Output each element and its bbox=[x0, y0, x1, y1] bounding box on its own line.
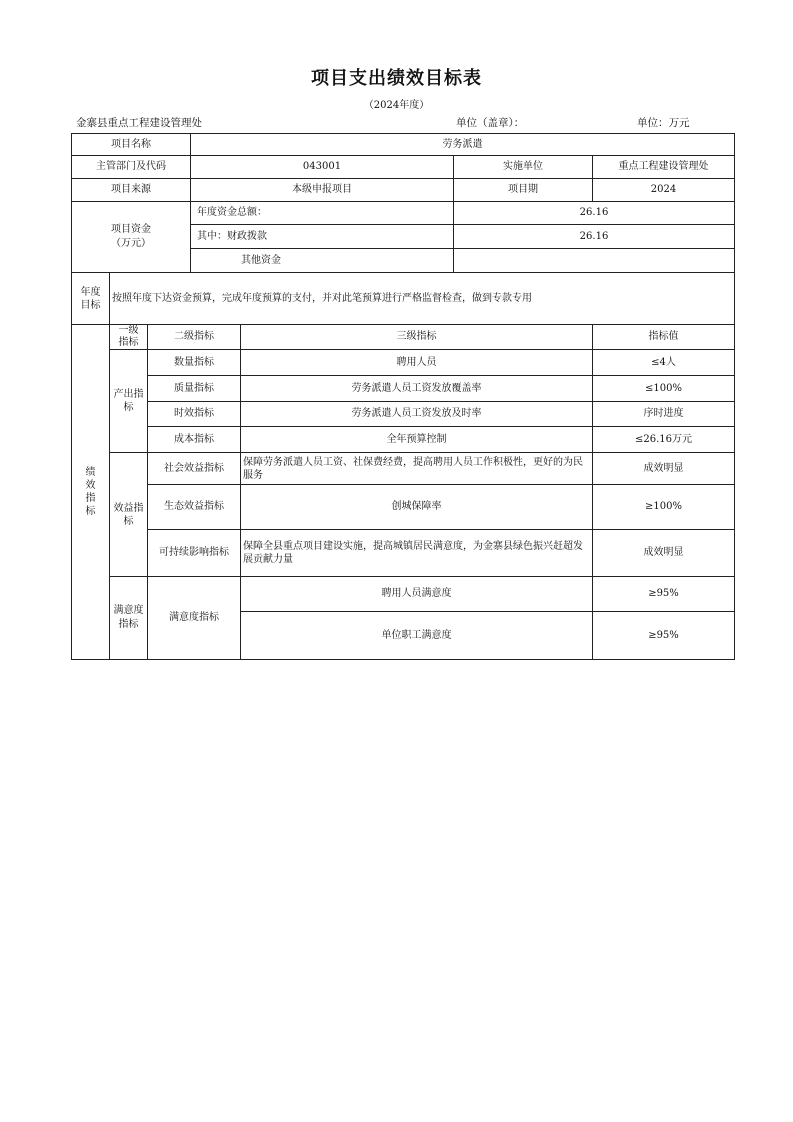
dept-label: 主管部门及代码 bbox=[72, 156, 191, 179]
source-label: 项目来源 bbox=[72, 179, 191, 202]
fund-fiscal-label: 其中：财政拨款 bbox=[191, 225, 454, 249]
satisfaction-label: 满意度 指标 bbox=[110, 577, 148, 660]
row-project-name bbox=[72, 134, 735, 156]
fund-total-label: 年度资金总额： bbox=[191, 202, 454, 225]
benefit-l2: 可持续影响指标 bbox=[148, 530, 241, 577]
benefit-l3: 保障劳务派遣人员工资、社保费经费，提高聘用人员工作积极性，更好的为民服务 bbox=[241, 453, 593, 485]
output-value: ≤100% bbox=[593, 376, 735, 402]
table-row bbox=[72, 402, 735, 427]
fund-other-value bbox=[454, 249, 735, 273]
goal-label: 年度 目标 bbox=[72, 273, 110, 325]
period-value: 2024 bbox=[593, 179, 735, 202]
row-goal bbox=[72, 273, 735, 325]
unit-name: 金寨县重点工程建设管理处 bbox=[76, 117, 202, 129]
satisfaction-value: ≥95% bbox=[593, 577, 735, 612]
project-name-label: 项目名称 bbox=[72, 134, 191, 156]
satisfaction-l2: 满意度指标 bbox=[148, 577, 241, 660]
fund-fiscal-value: 26.16 bbox=[454, 225, 735, 249]
table-row bbox=[72, 485, 735, 530]
period-label: 项目期 bbox=[454, 179, 593, 202]
output-l2: 成本指标 bbox=[148, 427, 241, 453]
performance-table bbox=[71, 133, 735, 660]
benefit-value: 成效明显 bbox=[593, 530, 735, 577]
header-l1: 一级 指标 bbox=[110, 325, 148, 350]
source-value: 本级申报项目 bbox=[191, 179, 454, 202]
page-title: 项目支出绩效目标表 bbox=[311, 68, 482, 89]
benefit-value: 成效明显 bbox=[593, 453, 735, 485]
perf-label: 绩 效 指 标 bbox=[72, 325, 110, 660]
fiscal-year: （2024年度） bbox=[363, 100, 430, 111]
table-row bbox=[72, 453, 735, 485]
benefit-value: ≥100% bbox=[593, 485, 735, 530]
dept-code: 043001 bbox=[191, 156, 454, 179]
money-unit: 单位：万元 bbox=[637, 117, 690, 129]
seal-label: 单位（盖章）： bbox=[456, 117, 525, 129]
satisfaction-l3: 单位职工满意度 bbox=[241, 612, 593, 660]
table-row bbox=[72, 530, 735, 577]
output-l2: 数量指标 bbox=[148, 350, 241, 376]
row-fund-total bbox=[72, 202, 735, 225]
benefit-label: 效益指 标 bbox=[110, 453, 148, 577]
output-label: 产出指 标 bbox=[110, 350, 148, 453]
impl-unit: 重点工程建设管理处 bbox=[593, 156, 735, 179]
table-row bbox=[72, 376, 735, 402]
output-value: ≤26.16万元 bbox=[593, 427, 735, 453]
output-l3: 劳务派遣人员工资发放及时率 bbox=[241, 402, 593, 427]
row-dept bbox=[72, 156, 735, 179]
benefit-l3: 保障全县重点项目建设实施，提高城镇居民满意度，为金寨县绿色振兴赶超发展贡献力量 bbox=[241, 530, 593, 577]
satisfaction-l3: 聘用人员满意度 bbox=[241, 577, 593, 612]
output-value: ≤4人 bbox=[593, 350, 735, 376]
goal-text: 按照年度下达资金预算，完成年度预算的支付，并对此笔预算进行严格监督检查，做到专款专用 bbox=[110, 273, 735, 325]
table-row bbox=[72, 577, 735, 612]
satisfaction-value: ≥95% bbox=[593, 612, 735, 660]
header-value: 指标值 bbox=[593, 325, 735, 350]
header-l3: 三级指标 bbox=[241, 325, 593, 350]
table-row bbox=[72, 427, 735, 453]
fund-other-label: 其他资金 bbox=[191, 249, 454, 273]
row-perf-header bbox=[72, 325, 735, 350]
benefit-l3: 创城保障率 bbox=[241, 485, 593, 530]
benefit-l2: 生态效益指标 bbox=[148, 485, 241, 530]
header-l2: 二级指标 bbox=[148, 325, 241, 350]
project-name: 劳务派遣 bbox=[191, 134, 735, 156]
impl-label: 实施单位 bbox=[454, 156, 593, 179]
output-l3: 聘用人员 bbox=[241, 350, 593, 376]
output-value: 序时进度 bbox=[593, 402, 735, 427]
output-l3: 全年预算控制 bbox=[241, 427, 593, 453]
fund-total-value: 26.16 bbox=[454, 202, 735, 225]
table-row bbox=[72, 350, 735, 376]
output-l2: 时效指标 bbox=[148, 402, 241, 427]
output-l3: 劳务派遣人员工资发放覆盖率 bbox=[241, 376, 593, 402]
output-l2: 质量指标 bbox=[148, 376, 241, 402]
row-source bbox=[72, 179, 735, 202]
funds-label: 项目资金 （万元） bbox=[72, 202, 191, 273]
benefit-l2: 社会效益指标 bbox=[148, 453, 241, 485]
